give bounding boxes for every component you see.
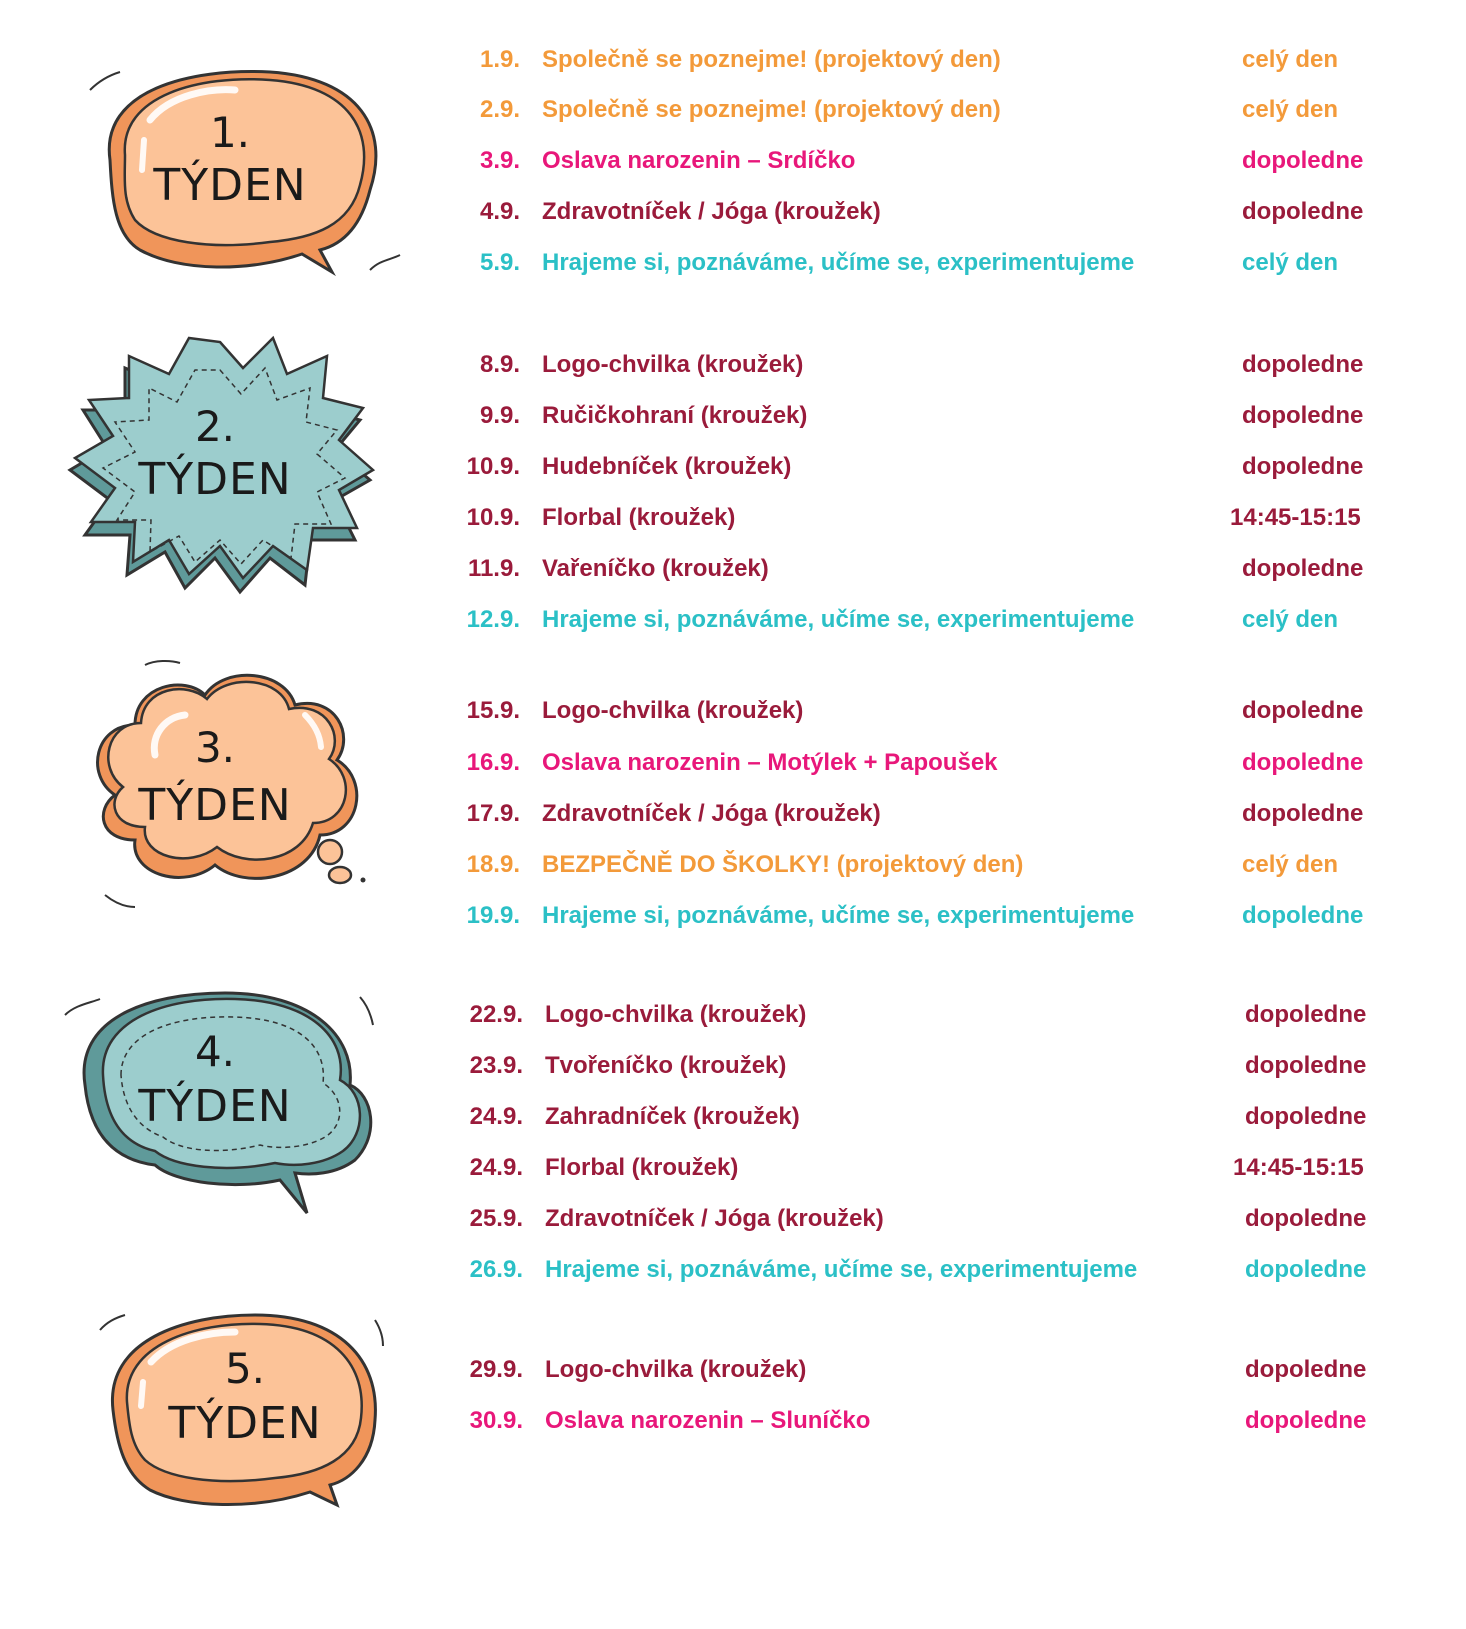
event-time: dopoledne <box>1245 1356 1367 1383</box>
event-title: Florbal (kroužek) <box>542 504 736 531</box>
event-time: dopoledne <box>1245 1407 1367 1434</box>
week-2-label: TÝDEN <box>138 454 292 505</box>
event-time: dopoledne <box>1242 453 1364 480</box>
event-time: dopoledne <box>1242 147 1364 174</box>
event-title: Zahradníček (kroužek) <box>545 1103 800 1130</box>
event-title: Společně se poznejme! (projektový den) <box>542 96 1001 123</box>
event-time: 14:45-15:15 <box>1230 504 1361 531</box>
event-date: 10.9. <box>466 504 520 531</box>
event-date: 12.9. <box>466 606 520 633</box>
event-title: BEZPEČNĚ DO ŠKOLKY! (projektový den) <box>542 851 1024 878</box>
event-time: celý den <box>1242 606 1339 633</box>
event-title: Logo-chvilka (kroužek) <box>545 1001 807 1028</box>
event-title: Hudebníček (kroužek) <box>542 453 792 480</box>
event-title: Hrajeme si, poznáváme, učíme se, experimentujeme <box>542 249 1135 276</box>
event-date: 24.9. <box>469 1103 523 1130</box>
week-4-badge <box>55 975 385 1220</box>
event-date: 18.9. <box>466 851 520 878</box>
event-date: 19.9. <box>466 902 520 929</box>
event-title: Zdravotníček / Jóga (kroužek) <box>545 1205 884 1232</box>
event-time: dopoledne <box>1242 800 1364 827</box>
event-date: 22.9. <box>469 1001 523 1028</box>
event-date: 1.9. <box>479 46 520 73</box>
week-1-badge <box>70 60 390 280</box>
event-date: 25.9. <box>469 1205 523 1232</box>
event-title: Tvořeníčko (kroužek) <box>545 1052 787 1079</box>
week-1-label: TÝDEN <box>153 160 307 211</box>
week-3-number: 3. <box>194 723 236 772</box>
event-date: 3.9. <box>479 147 520 174</box>
week-4-number: 4. <box>194 1027 236 1076</box>
event-time: dopoledne <box>1242 555 1364 582</box>
event-title: Logo-chvilka (kroužek) <box>542 697 804 724</box>
event-date: 15.9. <box>466 697 520 724</box>
event-time: dopoledne <box>1245 1001 1367 1028</box>
event-title: Hrajeme si, poznáváme, učíme se, experimentujeme <box>542 902 1135 929</box>
event-date: 30.9. <box>469 1407 523 1434</box>
event-time: dopoledne <box>1242 902 1364 929</box>
week-1-number: 1. <box>209 108 251 157</box>
event-time: dopoledne <box>1242 697 1364 724</box>
event-time: celý den <box>1242 96 1339 123</box>
event-title: Oslava narozenin – Motýlek + Papoušek <box>542 749 998 776</box>
event-date: 16.9. <box>466 749 520 776</box>
event-title: Logo-chvilka (kroužek) <box>542 351 804 378</box>
event-time: dopoledne <box>1245 1103 1367 1130</box>
event-time: dopoledne <box>1245 1256 1367 1283</box>
week-2-badge <box>55 330 375 595</box>
event-time: celý den <box>1242 249 1339 276</box>
event-date: 23.9. <box>469 1052 523 1079</box>
event-title: Oslava narozenin – Srdíčko <box>542 147 856 174</box>
event-title: Vařeníčko (kroužek) <box>542 555 769 582</box>
event-title: Hrajeme si, poznáváme, učíme se, experimentujeme <box>545 1256 1138 1283</box>
event-title: Ručičkohraní (kroužek) <box>542 402 808 429</box>
event-time: celý den <box>1242 851 1339 878</box>
event-date: 11.9. <box>467 555 520 582</box>
event-time: dopoledne <box>1242 198 1364 225</box>
event-time: dopoledne <box>1242 351 1364 378</box>
event-title: Florbal (kroužek) <box>545 1154 739 1181</box>
event-time: dopoledne <box>1242 402 1364 429</box>
event-time: dopoledne <box>1242 749 1364 776</box>
event-time: dopoledne <box>1245 1052 1367 1079</box>
event-title: Zdravotníček / Jóga (kroužek) <box>542 800 881 827</box>
event-date: 2.9. <box>479 96 520 123</box>
event-time: celý den <box>1242 46 1339 73</box>
event-title: Hrajeme si, poznáváme, učíme se, experimentujeme <box>542 606 1135 633</box>
event-title: Společně se poznejme! (projektový den) <box>542 46 1001 73</box>
event-date: 8.9. <box>479 351 520 378</box>
event-date: 29.9. <box>469 1356 523 1383</box>
week-3-label: TÝDEN <box>138 780 292 831</box>
event-time: dopoledne <box>1245 1205 1367 1232</box>
event-date: 17.9. <box>466 800 520 827</box>
week-3-badge <box>75 655 385 910</box>
week-4-label: TÝDEN <box>138 1081 292 1132</box>
week-5-badge <box>95 1300 395 1520</box>
event-date: 9.9. <box>479 402 520 429</box>
event-date: 24.9. <box>469 1154 523 1181</box>
event-date: 4.9. <box>479 198 520 225</box>
event-title: Oslava narozenin – Sluníčko <box>545 1407 871 1434</box>
week-5-label: TÝDEN <box>168 1398 322 1449</box>
event-title: Logo-chvilka (kroužek) <box>545 1356 807 1383</box>
event-time: 14:45-15:15 <box>1233 1154 1364 1181</box>
event-date: 26.9. <box>469 1256 523 1283</box>
event-title: Zdravotníček / Jóga (kroužek) <box>542 198 881 225</box>
week-5-number: 5. <box>224 1344 266 1393</box>
event-date: 10.9. <box>466 453 520 480</box>
week-2-number: 2. <box>194 402 236 451</box>
event-date: 5.9. <box>479 249 520 276</box>
